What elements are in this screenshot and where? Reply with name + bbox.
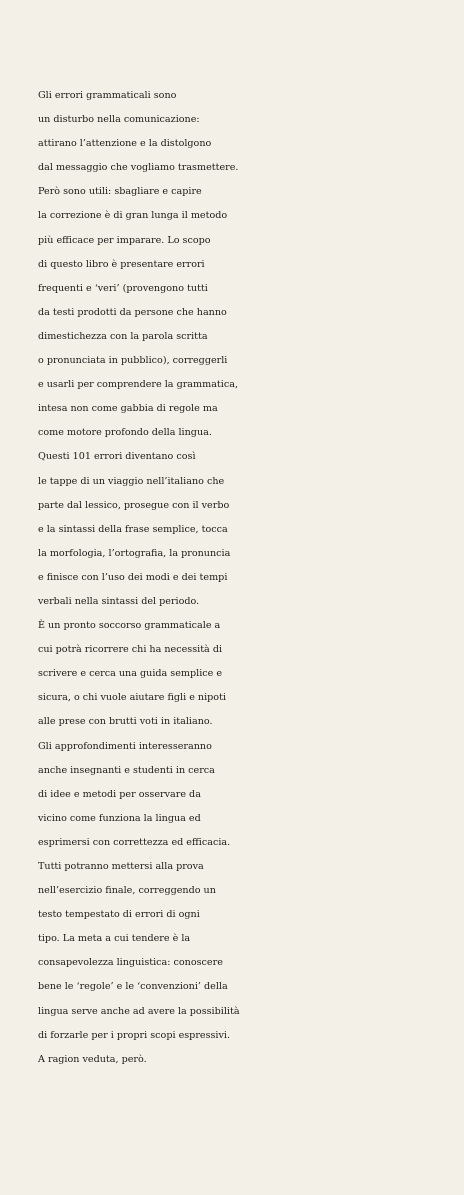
text-line: È un pronto soccorso grammaticale a	[38, 620, 221, 632]
text-line: Questi 101 errori diventano così	[38, 451, 196, 463]
text-line: consapevolezza linguistica: conoscere	[38, 957, 223, 969]
text-line: verbali nella sintassi del periodo.	[38, 595, 200, 607]
text-line: esprimersi con correttezza ed efficacia.	[38, 836, 231, 848]
text-line: tipo. La meta a cui tendere è la	[38, 933, 191, 945]
text-line: scrivere e cerca una guida semplice e	[38, 668, 223, 680]
text-line: più efficace per imparare. Lo scopo	[38, 234, 211, 246]
text-line: e finisce con l’uso dei modi e dei tempi	[38, 571, 228, 583]
text-line: alle prese con brutti voti in italiano.	[38, 716, 213, 728]
text-line: Tutti potranno mettersi alla prova	[38, 861, 204, 872]
text-line: la correzione è di gran lunga il metodo	[38, 210, 228, 222]
text-line: Gli approfondimenti interesseranno	[38, 740, 212, 752]
text-line: dal messaggio che vogliamo trasmettere.	[38, 162, 239, 174]
text-line: Però sono utili: sbagliare e capire	[38, 186, 202, 198]
text-line: Gli errori grammaticali sono	[38, 90, 177, 101]
text-line: parte dal lessico, prosegue con il verbo	[38, 499, 230, 511]
text-line: come motore profondo della lingua.	[38, 427, 212, 439]
text-line: un disturbo nella comunicazione:	[38, 114, 200, 126]
text-line: e la sintassi della frase semplice, tocca	[38, 523, 228, 535]
text-line: lingua serve anche ad avere la possibilità	[38, 1005, 240, 1017]
text-line: da testi prodotti da persone che hanno	[38, 306, 227, 318]
cover-blurb-text	[38, 84, 464, 1072]
text-line: intesa non come gabbia di regole ma	[38, 403, 218, 415]
text-line: dimestichezza con la parola scritta	[38, 330, 208, 342]
text-line: vicino come funziona la lingua ed	[38, 812, 201, 824]
text-line: o pronunciata in pubblico), correggerli	[38, 355, 228, 367]
text-line: le tappe di un viaggio nell’italiano che	[38, 475, 225, 487]
text-line: e usarli per comprendere la grammatica,	[38, 379, 239, 391]
text-line: bene le ‘regole’ e le ‘convenzioni’ della	[38, 981, 228, 993]
text-line: di questo libro è presentare errori	[38, 258, 205, 270]
text-line: attirano l’attenzione e la distolgono	[38, 138, 212, 150]
text-line: A ragion veduta, però.	[38, 1053, 147, 1065]
text-line: nell’esercizio finale, correggendo un	[38, 885, 216, 897]
text-line: cui potrà ricorrere chi ha necessità di	[38, 644, 223, 656]
text-line: la morfologia, l’ortografia, la pronuncia	[38, 547, 231, 559]
text-line: di idee e metodi per osservare da	[38, 788, 201, 800]
text-line: sicura, o chi vuole aiutare figli e nipoti	[38, 692, 227, 704]
text-line: di forzarle per i propri scopi espressivi.	[38, 1029, 231, 1041]
text-line: anche insegnanti e studenti in cerca	[38, 764, 215, 776]
text-line: frequenti e ‘veri’ (provengono tutti	[38, 282, 208, 294]
text-line: testo tempestato di errori di ogni	[38, 909, 200, 921]
